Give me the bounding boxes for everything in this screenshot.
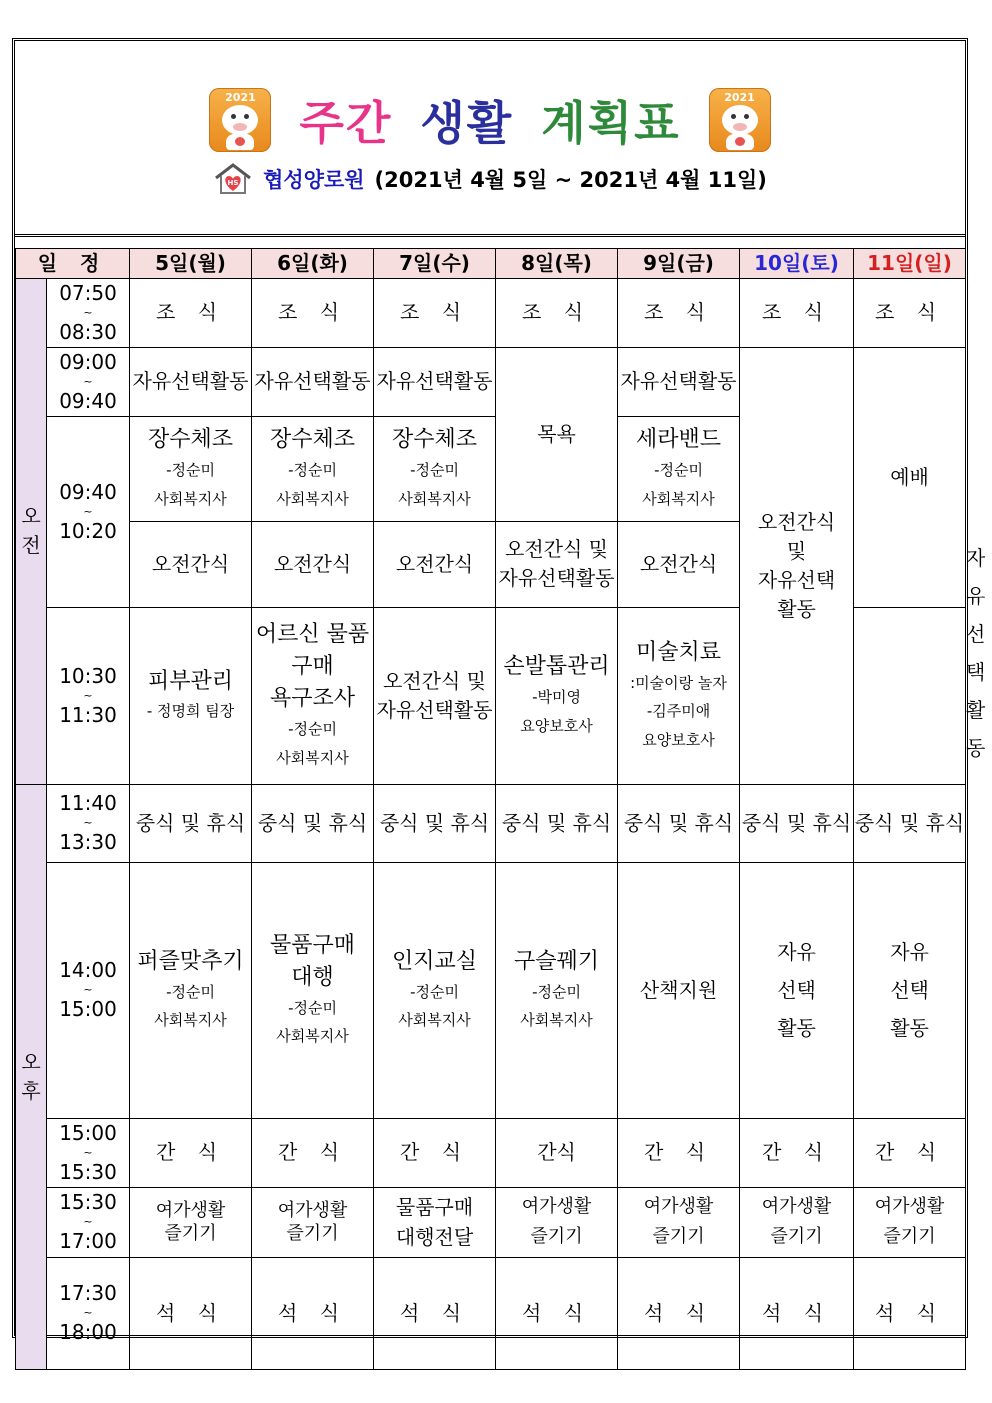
saturday-morning-cell: 오전간식 및 자유선택 활동: [740, 347, 854, 784]
exercise-cell: 장수체조 -정순미 사회복지사: [374, 416, 496, 521]
snack-cell: 간 식: [854, 1118, 966, 1187]
org-name: 협성양로원: [263, 168, 365, 192]
title-word-1: 주간: [299, 96, 393, 150]
mascot-year: 2021: [225, 91, 256, 104]
bath-cell: 목욕: [496, 347, 618, 521]
delivery-cell: 물품구매 대행전달: [374, 1187, 496, 1257]
snack-cell: 간식: [496, 1118, 618, 1187]
worship-cell: 예배: [854, 347, 966, 607]
breakfast-cell: 조 식: [854, 279, 966, 348]
leisure-cell: 여가생활 즐기기: [740, 1187, 854, 1257]
purchase-cell: 물품구매 대행 -정순미 사회복지사: [252, 862, 374, 1118]
snack-cell: 오전간식 및 자유선택활동: [496, 521, 618, 607]
weekly-schedule-table: [15, 248, 986, 1370]
lunch-cell: 중식 및 휴식: [618, 784, 740, 862]
shopping-survey-cell: 어르신 물품 구매 욕구조사 -정순미 사회복지사: [252, 607, 374, 784]
period-am: [16, 279, 47, 785]
art-therapy-cell: 미술치료 :미술이랑 놀자 -김주미애 요양보호사: [618, 607, 740, 784]
breakfast-cell: 조 식: [618, 279, 740, 348]
breakfast-cell: 조 식: [740, 279, 854, 348]
title-word-2: 생활: [420, 96, 514, 150]
dinner-cell: 석 식: [252, 1257, 374, 1369]
title-word-3: 계획표: [541, 96, 681, 150]
breakfast-cell: 조 식: [130, 279, 252, 348]
lunch-cell: 중식 및 휴식: [130, 784, 252, 862]
snack-cell: 간 식: [252, 1118, 374, 1187]
snack-cell: 오전간식: [252, 521, 374, 607]
breakfast-cell: 조 식: [496, 279, 618, 348]
lunch-cell: 중식 및 휴식: [854, 784, 966, 862]
table-row: [16, 347, 966, 416]
leisure-cell: 여가생활 즐기기: [252, 1187, 374, 1257]
time-slot: 11:40 ~ 13:30: [47, 784, 130, 862]
table-row: [16, 1257, 966, 1369]
time-slot: 07:50 ~ 08:30: [47, 279, 130, 348]
weekend-free-cell: 자유 선택 활동: [854, 862, 966, 1118]
table-row: [16, 784, 966, 862]
ox-mascot-icon: [709, 88, 771, 152]
snack-cell: 오전간식: [618, 521, 740, 607]
snack-cell: 오전간식 및 자유선택활동: [374, 607, 496, 784]
page-header: [15, 41, 965, 237]
schedule-header: 일 정: [16, 249, 130, 279]
lunch-cell: 중식 및 휴식: [740, 784, 854, 862]
theraband-cell: 세라밴드 -정순미 사회복지사: [618, 416, 740, 521]
table-row: [16, 862, 966, 1118]
nail-care-cell: 손발톱관리 -박미영 요양보호사: [496, 607, 618, 784]
period-char: 오: [21, 504, 41, 529]
table-header-row: [16, 249, 966, 279]
subtitle-row: [15, 159, 965, 199]
day-header: 7일(수): [374, 249, 496, 279]
ox-mascot-icon: [209, 88, 271, 152]
mascot-year: 2021: [724, 91, 755, 104]
breakfast-cell: 조 식: [252, 279, 374, 348]
dinner-cell: 석 식: [740, 1257, 854, 1369]
snack-cell: 간 식: [740, 1118, 854, 1187]
lunch-cell: 중식 및 휴식: [496, 784, 618, 862]
activity-cell: 자유선택활동: [374, 347, 496, 416]
activity-cell: 자유선택활동: [130, 347, 252, 416]
time-slot: 15:30 ~ 17:00: [47, 1187, 130, 1257]
dinner-cell: 석 식: [618, 1257, 740, 1369]
time-slot: 17:30 ~ 18:00: [47, 1257, 130, 1369]
logo-text: HS: [227, 179, 239, 187]
date-range: (2021년 4월 5일 ~ 2021년 4월 11일): [374, 168, 767, 192]
day-header-saturday: 10일(토): [740, 249, 854, 279]
table-row: [16, 1187, 966, 1257]
table-row: [16, 279, 966, 348]
snack-cell: 간 식: [374, 1118, 496, 1187]
title-row: [15, 85, 965, 155]
activity-cell: 자유선택활동: [252, 347, 374, 416]
dinner-cell: 석 식: [496, 1257, 618, 1369]
beads-cell: 구슬꿰기 -정순미 사회복지사: [496, 862, 618, 1118]
table-row: 오전간식 오전간식 오전간식 오전간식 및 자유선택활동 오전간식 자유 선택 활동: [16, 521, 966, 607]
dinner-cell: 석 식: [374, 1257, 496, 1369]
leisure-cell: 여가생활 즐기기: [618, 1187, 740, 1257]
table-row: [16, 1118, 966, 1187]
lunch-cell: 중식 및 휴식: [374, 784, 496, 862]
day-header: 9일(금): [618, 249, 740, 279]
walk-cell: 산책지원: [618, 862, 740, 1118]
cognitive-class-cell: 인지교실 -정순미 사회복지사: [374, 862, 496, 1118]
day-header: 5일(월): [130, 249, 252, 279]
exercise-cell: 장수체조 -정순미 사회복지사: [130, 416, 252, 521]
weekend-free-cell: 자유 선택 활동: [740, 862, 854, 1118]
leisure-cell: 여가생활 즐기기: [130, 1187, 252, 1257]
exercise-cell: 장수체조 -정순미 사회복지사: [252, 416, 374, 521]
puzzle-cell: 퍼즐맞추기 -정순미 사회복지사: [130, 862, 252, 1118]
dinner-cell: 석 식: [854, 1257, 966, 1369]
leisure-cell: 여가생활 즐기기: [854, 1187, 966, 1257]
day-header: 8일(목): [496, 249, 618, 279]
leisure-cell: 여가생활 즐기기: [496, 1187, 618, 1257]
dinner-cell: 석 식: [130, 1257, 252, 1369]
skin-care-cell: 피부관리 - 정명희 팀장: [130, 607, 252, 784]
activity-cell: 자유선택활동: [618, 347, 740, 416]
day-header: 6일(화): [252, 249, 374, 279]
time-slot: 15:00 ~ 15:30: [47, 1118, 130, 1187]
time-slot: 09:00 ~ 09:40: [47, 347, 130, 416]
snack-cell: 간 식: [618, 1118, 740, 1187]
lunch-cell: 중식 및 휴식: [252, 784, 374, 862]
time-slot: 10:30 ~ 11:30: [47, 607, 130, 784]
period-pm: 오 후: [16, 784, 47, 1369]
house-heart-logo-icon: [213, 162, 253, 196]
period-char: 전: [21, 533, 41, 558]
snack-cell: 오전간식: [130, 521, 252, 607]
time-slot: 09:40 ~ 10:20: [47, 416, 130, 607]
time-slot: 14:00 ~ 15:00: [47, 862, 130, 1118]
day-header-sunday: 11일(일): [854, 249, 966, 279]
snack-cell: 간 식: [130, 1118, 252, 1187]
snack-cell: 오전간식: [374, 521, 496, 607]
breakfast-cell: 조 식: [374, 279, 496, 348]
